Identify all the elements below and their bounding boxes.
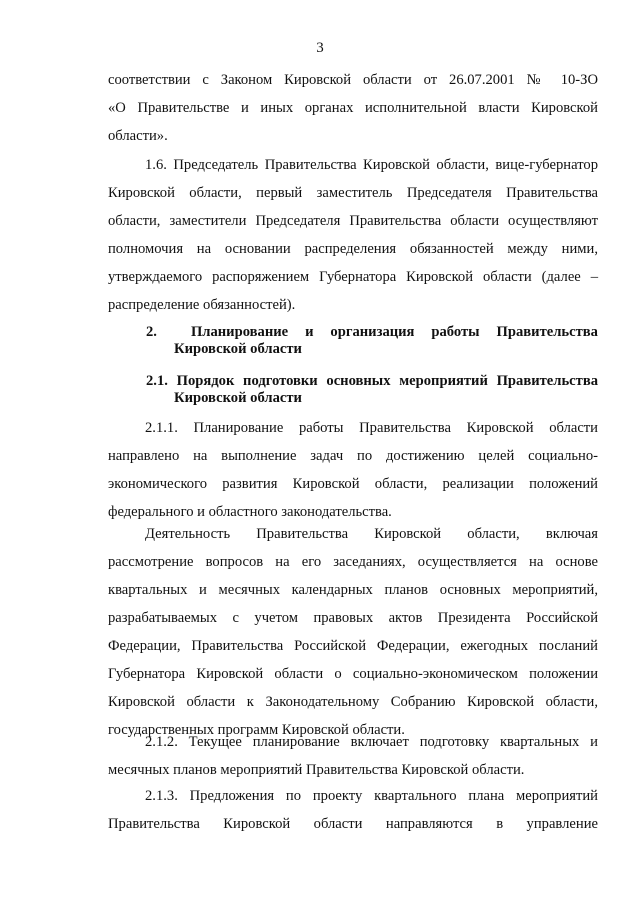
text-line: 2.1.1. Планирование работы Правительства Кировской области: [145, 420, 598, 436]
text-line: квартальных и месячных календарных планов основных мероприятий,: [108, 582, 598, 598]
text-line: федерального и областного законодательства.: [108, 504, 392, 520]
text-line: экономического развития Кировской области, реализации положений: [108, 476, 598, 492]
text-line: месячных планов мероприятий Правительства Кировской области.: [108, 762, 525, 778]
heading-line: 2.1. Порядок подготовки основных мероприятий Правительства: [146, 373, 598, 389]
heading-word: Планирование: [190, 324, 289, 340]
text-line: Правительства Кировской области направляются в управление: [108, 816, 598, 832]
text-line: рассмотрение вопросов на его заседаниях, осуществляется на основе: [108, 554, 598, 570]
heading-line: Кировской области: [174, 390, 302, 406]
text-line: области».: [108, 128, 168, 144]
text-line: Деятельность Правительства Кировской области, включая: [145, 526, 598, 542]
heading-line: Кировской области: [174, 341, 302, 357]
paragraph-2-1-1: [108, 414, 598, 526]
heading-word: организация: [330, 324, 415, 340]
section-2-1-heading: [146, 373, 598, 407]
text-line: «О Правительстве и иных органах исполнительной власти Кировской: [108, 100, 598, 116]
paragraph-activity: [108, 520, 598, 744]
text-line: направлено на выполнение задач по достижению целей социально-: [108, 448, 598, 464]
paragraph-2-1-2: [108, 728, 598, 784]
heading-word: и: [305, 324, 314, 340]
text-line: 2.1.2. Текущее планирование включает подготовку квартальных и: [145, 734, 598, 750]
text-line: утверждаемого распоряжением Губернатора Кировской области (далее –: [108, 269, 598, 285]
section-number: 2.: [146, 324, 157, 340]
text-line: государственных программ Кировской области.: [108, 722, 405, 738]
heading-word: Правительства: [496, 324, 598, 340]
text-line: Кировской области, первый заместитель Председателя Правительства: [108, 185, 598, 201]
text-line: Федерации, Правительства Российской Федерации, ежегодных посланий: [108, 638, 598, 654]
paragraph-2-1-3: [108, 782, 598, 838]
text-line: 2.1.3. Предложения по проекту квартального плана мероприятий: [145, 788, 598, 804]
paragraph-1-5-continuation: [108, 66, 598, 150]
page-number: 3: [316, 40, 324, 56]
text-line: области, заместители Председателя Правительства области осуществляют: [108, 213, 598, 229]
text-line: Кировской области к Законодательному Собранию Кировской области,: [108, 694, 598, 710]
text-line: соответствии с Законом Кировской области от 26.07.2001 № 10-ЗО: [108, 72, 598, 88]
text-line: распределение обязанностей).: [108, 297, 296, 313]
text-line: Губернатора Кировской области о социально-экономическом положении: [108, 666, 598, 682]
paragraph-1-6: [108, 151, 598, 319]
heading-word: работы: [431, 324, 480, 340]
section-2-heading: [146, 324, 598, 358]
text-line: разрабатываемых с учетом правовых актов Президента Российской: [108, 610, 598, 626]
text-line: полномочия на основании распределения обязанностей между ними,: [108, 241, 598, 257]
heading-line: [146, 324, 598, 341]
text-line: 1.6. Председатель Правительства Кировской области, вице-губернатор: [145, 157, 598, 173]
